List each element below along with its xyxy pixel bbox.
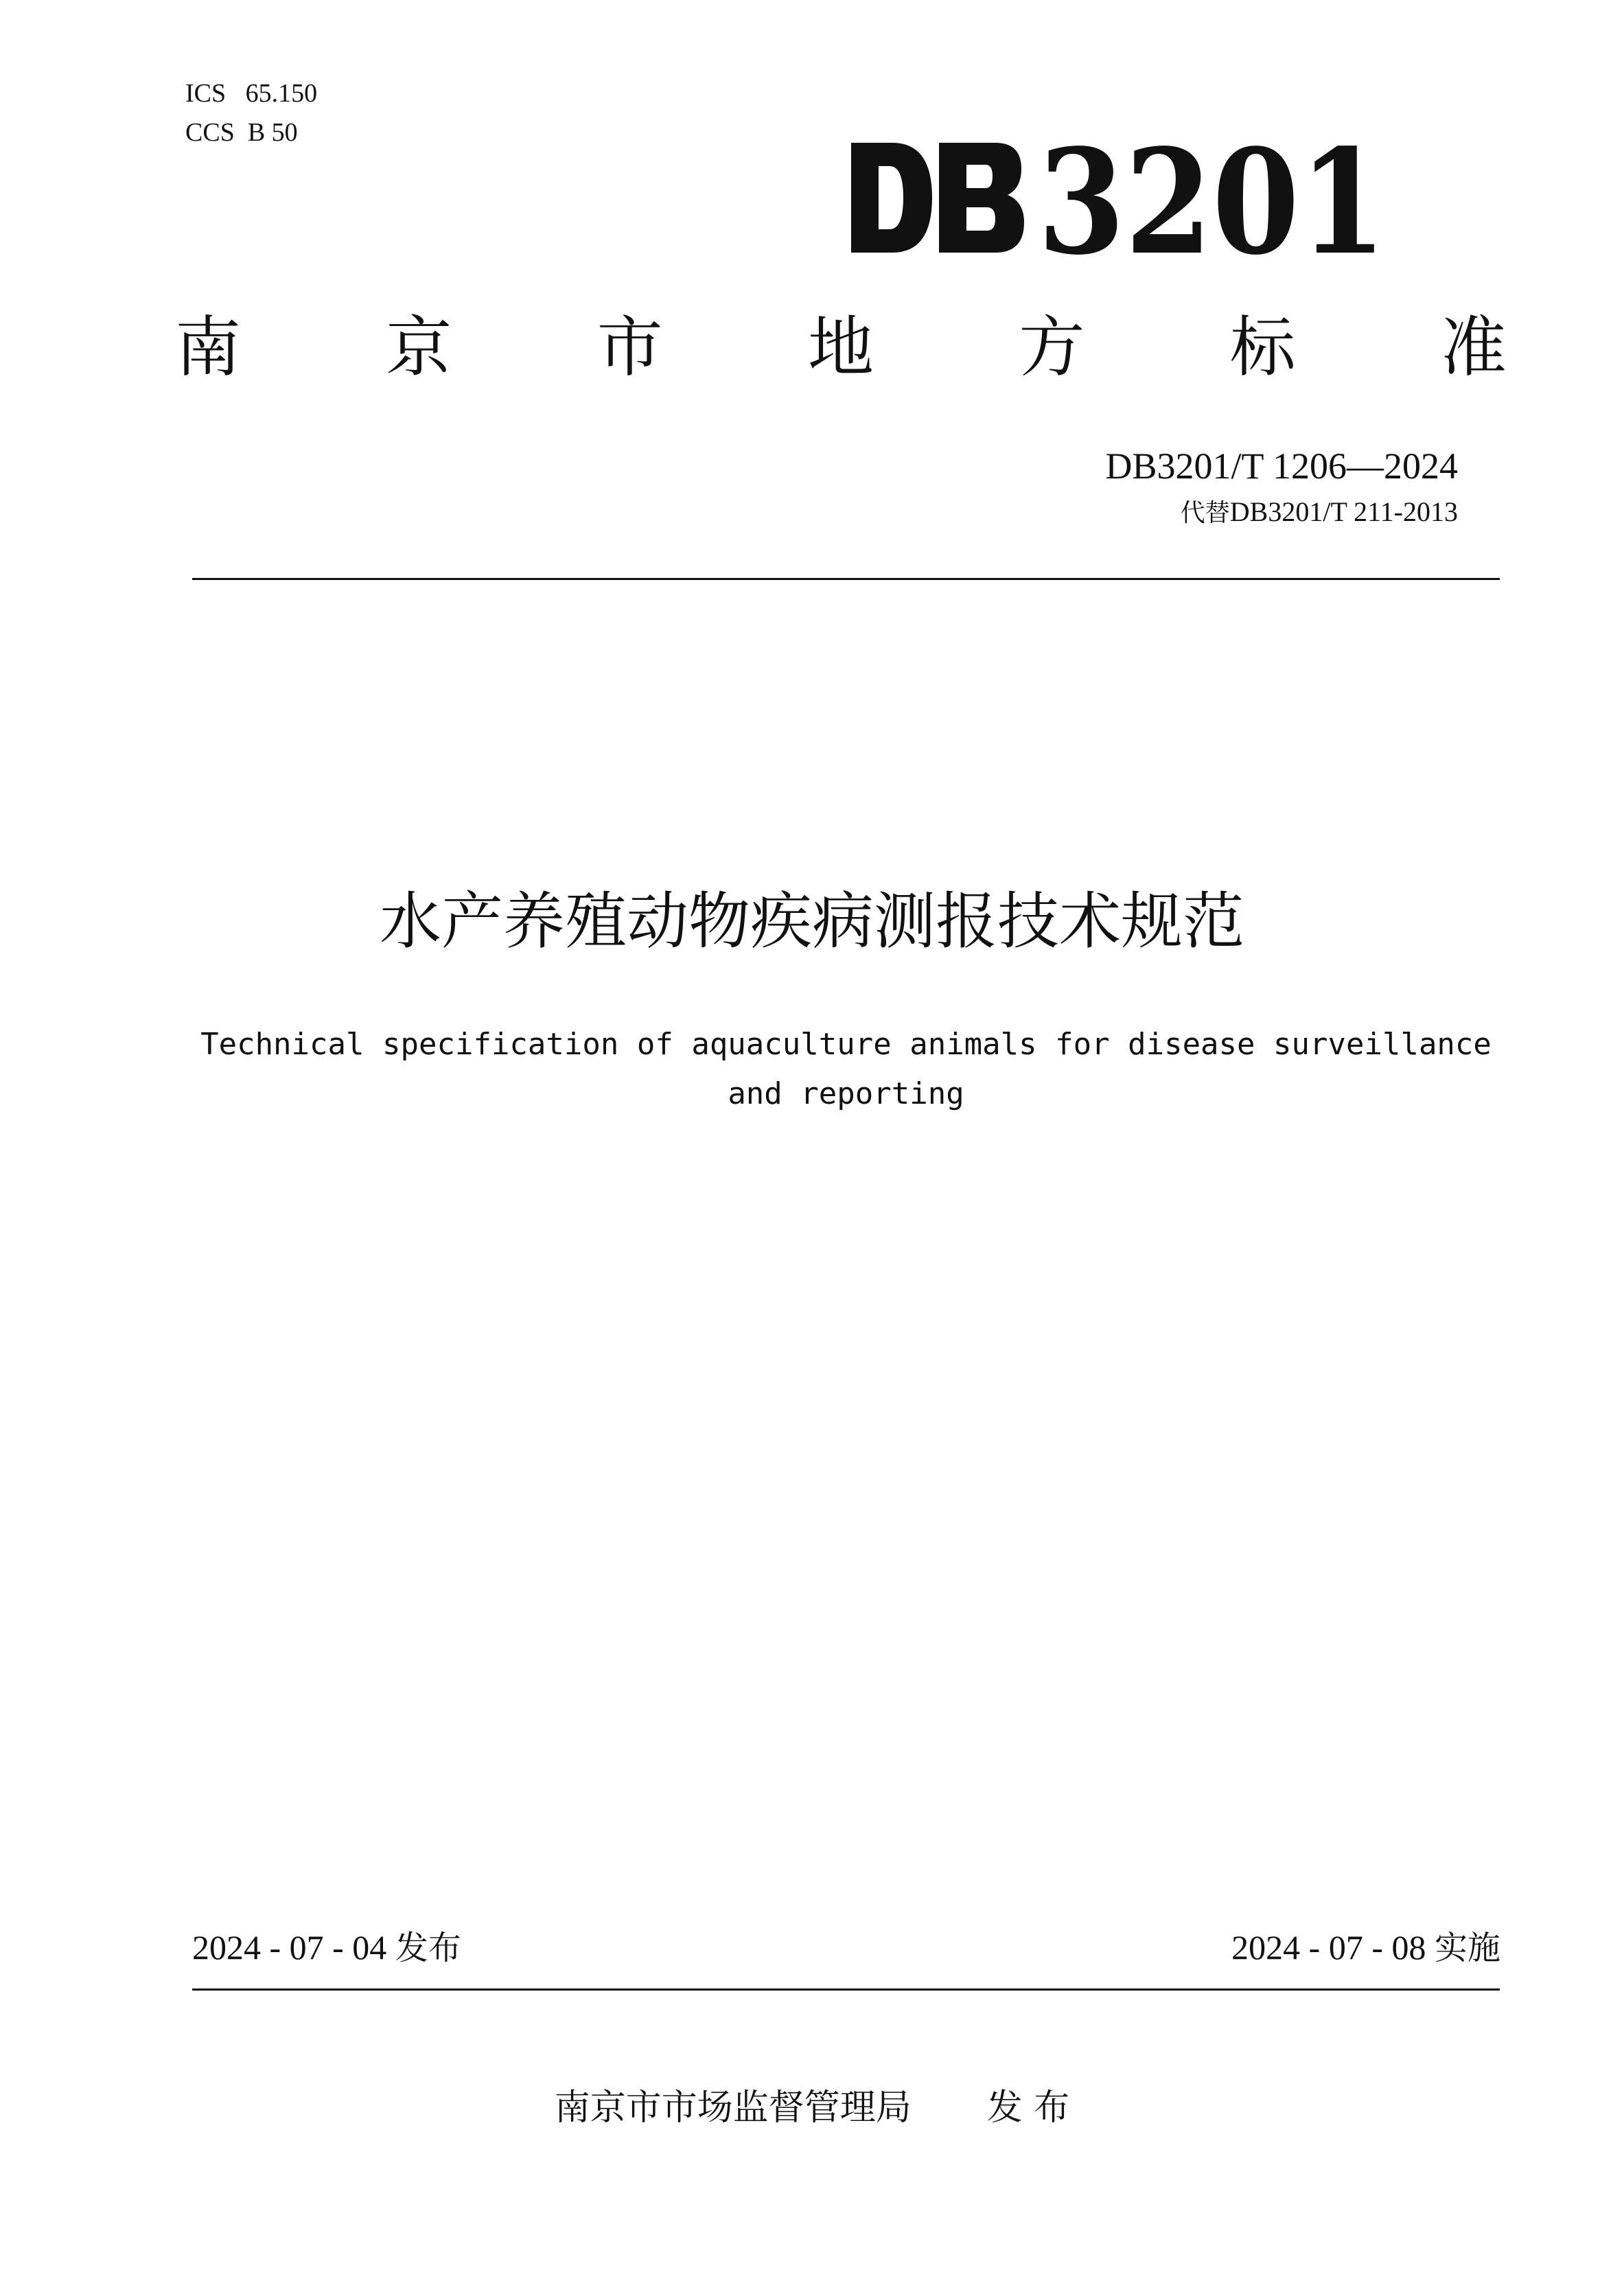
ccs-code-line (185, 119, 298, 146)
ics-label: ICS (185, 79, 227, 108)
replaces-prefix: 代替 (1180, 499, 1230, 527)
ccs-label: CCS (185, 118, 235, 147)
effective-date: 2024 - 07 - 08 (1231, 1928, 1426, 1967)
document-title-zh: 水产养殖动物疾病测报技术规范 (380, 885, 1244, 958)
title-en-line-2: and reporting (728, 1076, 964, 1111)
authority-char: 市 (596, 309, 663, 386)
publish-label: 发布 (395, 1929, 461, 1967)
ics-code-line (185, 80, 317, 106)
authority-char: 方 (1019, 309, 1085, 386)
title-en-line-1: Technical specification of aquaculture animals for disease surveillance (200, 1027, 1492, 1062)
ccs-code: B 50 (247, 118, 298, 147)
effective-label: 实施 (1434, 1929, 1500, 1967)
header-divider (192, 578, 1500, 580)
effective-date-line (1231, 1928, 1500, 1967)
footer-divider (192, 1988, 1500, 1991)
db-logo-region-code: 3201 (1038, 117, 1387, 287)
issuer-action: 发 布 (986, 2087, 1070, 2129)
ics-code: 65.150 (245, 79, 318, 108)
issuer-name: 南京市市场监督管理局 (554, 2087, 912, 2129)
authority-char: 准 (1440, 309, 1507, 386)
db-logo (851, 117, 1387, 287)
authority-char: 京 (386, 309, 452, 386)
publish-date: 2024 - 07 - 04 (192, 1928, 387, 1967)
authority-char: 南 (175, 309, 241, 386)
replaced-standard-number: DB3201/T 211-2013 (1229, 496, 1458, 527)
db-logo-graphic (851, 117, 1387, 287)
publish-date-line (192, 1928, 461, 1967)
replaces-line (1181, 498, 1458, 526)
issuer-line (0, 2087, 1624, 2129)
authority-char: 地 (807, 309, 874, 386)
authority-heading (175, 309, 1507, 386)
document-title-en (192, 1020, 1500, 1119)
standard-number: DB3201/T 1206—2024 (1105, 445, 1458, 487)
authority-char: 标 (1229, 309, 1296, 386)
